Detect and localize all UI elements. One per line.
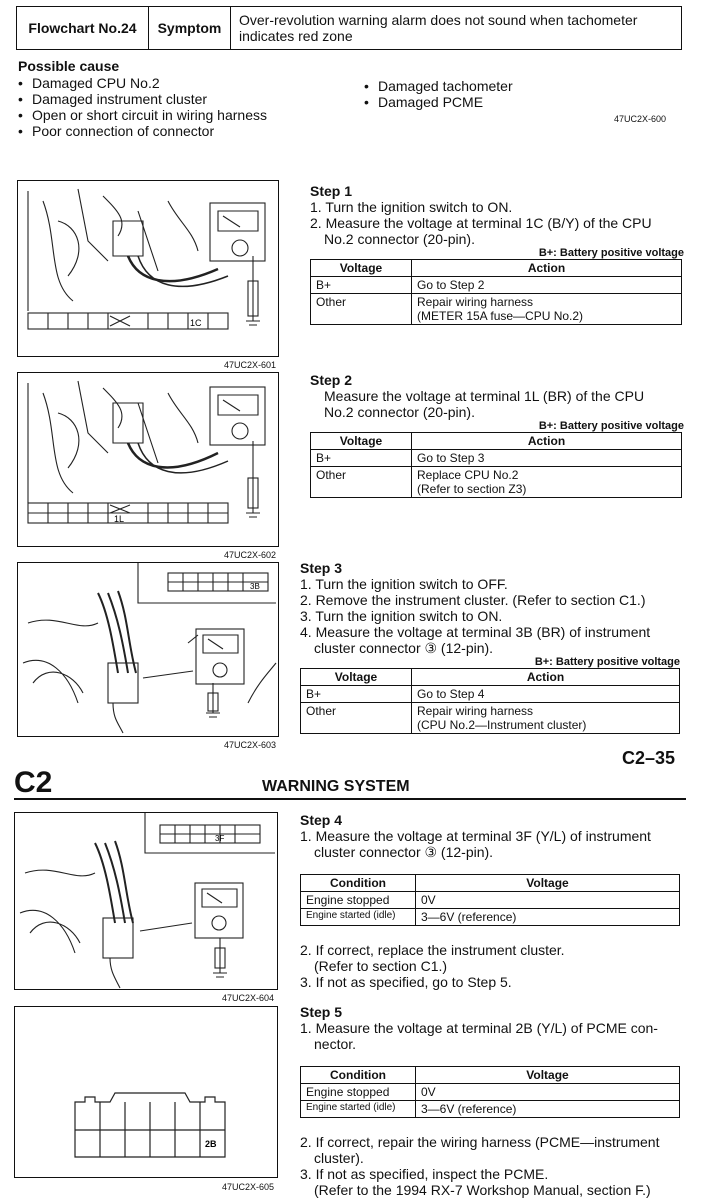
- table-cell: Other: [311, 294, 412, 325]
- table-cell: Other: [311, 467, 412, 498]
- section-divider: [14, 798, 686, 800]
- wiring-diagram-icon: [18, 181, 278, 356]
- instruction-line: 2. If correct, repair the wiring harness (PCME—instrument: [300, 1134, 660, 1150]
- instruction-line: nector.: [314, 1036, 357, 1052]
- instruction-line: cluster connector ③ (12-pin).: [314, 844, 494, 860]
- figure-cpu-connector-1c: [17, 180, 279, 357]
- instruction-line: 4. Measure the voltage at terminal 3B (BR) of instrument: [300, 624, 651, 640]
- instruction-line: No.2 connector (20-pin).: [324, 231, 475, 247]
- list-item: • Poor connection of connector: [18, 123, 338, 139]
- step-followup: [300, 1134, 684, 1198]
- figure-ref: 47UC2X-604: [222, 993, 275, 1003]
- figure-ref: 47UC2X-605: [222, 1182, 275, 1192]
- list-item: • Open or short circuit in wiring harness: [18, 107, 338, 123]
- step-title: Step 1: [310, 183, 353, 199]
- table-row: [311, 294, 682, 325]
- table-row: [301, 909, 680, 926]
- table-cell: Engine started (idle): [301, 909, 416, 926]
- action-table: [310, 432, 682, 498]
- list-item: • Damaged instrument cluster: [18, 91, 338, 107]
- step-title: Step 5: [300, 1004, 343, 1020]
- symptom-label: Symptom: [149, 7, 231, 49]
- table-cell: Repair wiring harness (METER 15A fuse—CPU No.2): [412, 294, 682, 325]
- instruction-line: cluster).: [314, 1150, 364, 1166]
- step-followup: [300, 942, 684, 990]
- table-row: [311, 450, 682, 467]
- table-header: Voltage: [311, 260, 412, 277]
- table-header: Condition: [301, 875, 416, 892]
- instruction-line: 3. Turn the ignition switch to ON.: [300, 608, 503, 624]
- table-cell: Replace CPU No.2 (Refer to section Z3): [412, 467, 682, 498]
- figure-cluster-connector-3f: [14, 812, 278, 990]
- bplus-note: B+: Battery positive voltage: [538, 420, 684, 432]
- instruction-line: (Refer to section C1.): [314, 958, 448, 974]
- terminal-label: 3F: [215, 834, 225, 843]
- table-cell: 0V: [416, 892, 680, 909]
- table-header: Condition: [301, 1067, 416, 1084]
- step-4: [300, 812, 684, 990]
- possible-cause-list-right: [364, 78, 614, 110]
- instruction-line: 1. Turn the ignition switch to ON.: [310, 199, 513, 215]
- table-cell: Go to Step 2: [412, 277, 682, 294]
- instruction-line: 2. If correct, replace the instrument cluster.: [300, 942, 565, 958]
- wiring-diagram-icon: [15, 813, 277, 989]
- instruction-line: 2. Measure the voltage at terminal 1C (B/Y) of the CPU: [310, 215, 652, 231]
- condition-table: [300, 1066, 680, 1118]
- page-number: C2–35: [622, 748, 676, 768]
- instruction-line: (Refer to the 1994 RX-7 Workshop Manual, section F.): [314, 1182, 651, 1198]
- instruction-line: 1. Turn the ignition switch to OFF.: [300, 576, 508, 592]
- step-instructions: [310, 199, 684, 247]
- table-cell: 3—6V (reference): [416, 1101, 680, 1118]
- instruction-line: 1. Measure the voltage at terminal 3F (Y/L) of instrument: [300, 828, 651, 844]
- table-header: Voltage: [311, 433, 412, 450]
- step-title: Step 4: [300, 812, 343, 828]
- list-item: • Damaged CPU No.2: [18, 75, 338, 91]
- table-cell: Engine started (idle): [301, 1101, 416, 1118]
- table-cell: Go to Step 4: [412, 686, 680, 703]
- terminal-label: 1C: [190, 318, 202, 328]
- step-3: [300, 560, 684, 734]
- step-instructions: [310, 388, 684, 420]
- table-row: [301, 1101, 680, 1118]
- action-table: [300, 668, 680, 734]
- table-header: Voltage: [416, 875, 680, 892]
- table-header: Action: [412, 433, 682, 450]
- possible-cause-list-left: [18, 75, 338, 139]
- table-cell: B+: [311, 450, 412, 467]
- step-1: [310, 183, 684, 325]
- flowchart-header: [16, 6, 682, 50]
- table-row: [301, 1084, 680, 1101]
- table-row: [301, 686, 680, 703]
- table-cell: Other: [301, 703, 412, 734]
- condition-table: [300, 874, 680, 926]
- possible-cause-ref: 47UC2X-600: [614, 114, 667, 124]
- section-title: WARNING SYSTEM: [262, 778, 410, 795]
- bplus-note: B+: Battery positive voltage: [538, 247, 684, 259]
- wiring-diagram-icon: [18, 373, 278, 546]
- step-2: [310, 372, 684, 498]
- instruction-line: cluster connector ③ (12-pin).: [314, 640, 494, 656]
- table-row: [301, 892, 680, 909]
- flowchart-number: Flowchart No.24: [17, 7, 149, 49]
- table-row: [311, 277, 682, 294]
- wiring-diagram-icon: [18, 563, 278, 736]
- instruction-line: 3. If not as specified, go to Step 5.: [300, 974, 512, 990]
- terminal-label: 3B: [250, 582, 260, 591]
- figure-cpu-connector-1l: [17, 372, 279, 547]
- step-instructions: [300, 828, 684, 860]
- step-5: [300, 1004, 684, 1198]
- table-cell: Engine stopped: [301, 1084, 416, 1101]
- possible-cause-title: Possible cause: [18, 58, 120, 74]
- list-item: • Damaged tachometer: [364, 78, 614, 94]
- figure-pcme-connector-2b: [14, 1006, 278, 1178]
- table-cell: Engine stopped: [301, 892, 416, 909]
- step-title: Step 3: [300, 560, 343, 576]
- table-cell: Go to Step 3: [412, 450, 682, 467]
- instruction-line: No.2 connector (20-pin).: [324, 404, 475, 420]
- terminal-label: 1L: [114, 514, 125, 524]
- table-header: Action: [412, 669, 680, 686]
- instruction-line: 3. If not as specified, inspect the PCME.: [300, 1166, 549, 1182]
- table-cell: Repair wiring harness (CPU No.2—Instrument cluster): [412, 703, 680, 734]
- table-cell: B+: [301, 686, 412, 703]
- table-cell: 3—6V (reference): [416, 909, 680, 926]
- section-code: C2: [14, 766, 53, 799]
- figure-ref: 47UC2X-601: [224, 360, 277, 370]
- table-cell: 0V: [416, 1084, 680, 1101]
- table-row: [301, 703, 680, 734]
- bplus-note: B+: Battery positive voltage: [534, 656, 680, 668]
- table-cell: B+: [311, 277, 412, 294]
- instruction-line: 2. Remove the instrument cluster. (Refer to section C1.): [300, 592, 646, 608]
- table-header: Action: [412, 260, 682, 277]
- list-item: • Damaged PCME: [364, 94, 614, 110]
- table-header: Voltage: [416, 1067, 680, 1084]
- instruction-line: 1. Measure the voltage at terminal 2B (Y/L) of PCME con-: [300, 1020, 658, 1036]
- step-title: Step 2: [310, 372, 353, 388]
- table-header: Voltage: [301, 669, 412, 686]
- figure-ref: 47UC2X-603: [224, 740, 277, 750]
- terminal-label: 2B: [205, 1139, 217, 1149]
- instruction-line: Measure the voltage at terminal 1L (BR) of the CPU: [324, 388, 645, 404]
- connector-diagram-icon: [15, 1007, 277, 1177]
- figure-cluster-connector-3b: [17, 562, 279, 737]
- table-row: [311, 467, 682, 498]
- figure-ref: 47UC2X-602: [224, 550, 277, 560]
- step-instructions: [300, 576, 684, 656]
- action-table: [310, 259, 682, 325]
- step-instructions: [300, 1020, 684, 1052]
- symptom-text: Over-revolution warning alarm does not sound when tachometer indicates red zone: [239, 12, 638, 44]
